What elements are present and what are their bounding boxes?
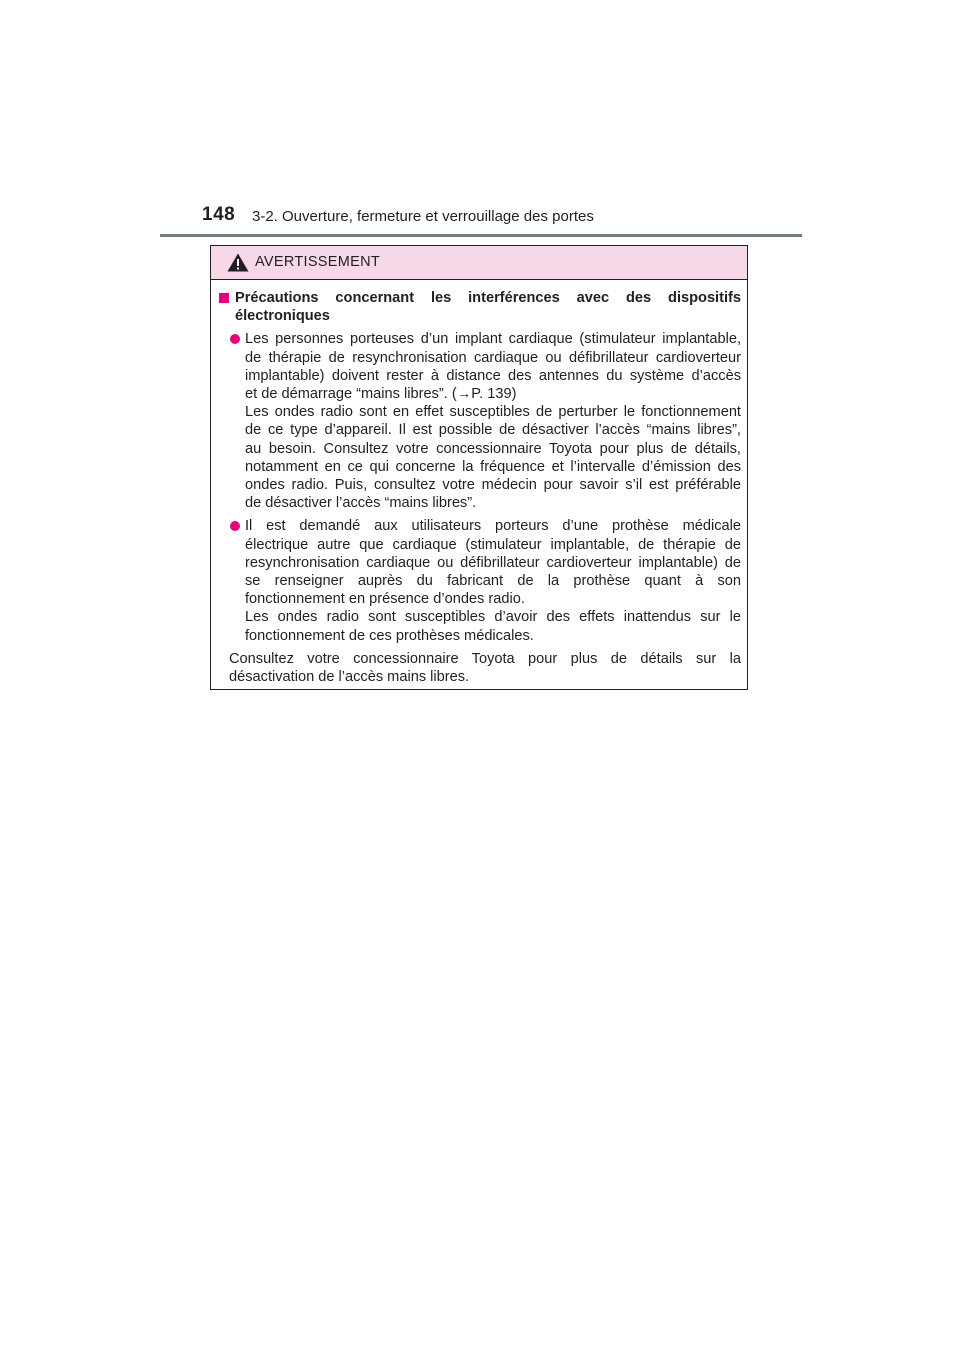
warning-box: [210, 245, 748, 690]
list-item: [218, 517, 741, 644]
paragraph-line: Il est demandé aux utilisateurs porteurs d’une prothèse médicale: [245, 518, 741, 535]
warning-triangle-icon: [227, 253, 249, 272]
page-number: 148: [202, 204, 236, 225]
paragraph-line: fonctionnement de ces prothèses médicales.: [245, 627, 534, 644]
paragraph-line: implantable) doivent rester à distance des antennes du système d’accès: [245, 367, 741, 384]
paragraph-line: fonctionnement en présence d’ondes radio.: [245, 591, 525, 608]
paragraph-line: de ce type d’appareil. Il est possible de désactiver l’accès “mains libres”,: [245, 422, 741, 439]
paragraph-line: et de démarrage “mains libres”. (→P. 139): [245, 386, 517, 403]
paragraph-line: Les ondes radio sont en effet susceptibles de perturber le fonctionnement: [245, 404, 741, 421]
paragraph-line: électrique autre que cardiaque (stimulateur implantable, de thérapie de: [245, 536, 741, 553]
paragraph-line: Les personnes porteuses d’un implant cardiaque (stimulateur implantable,: [245, 331, 741, 348]
paragraph-line: désactivation de l’accès mains libres.: [229, 669, 470, 686]
page-header: [160, 204, 802, 237]
warning-body: [211, 280, 747, 686]
paragraph-line: de thérapie de resynchronisation cardiaque ou défibrillateur cardioverteur: [245, 349, 741, 366]
closing-paragraph: [218, 650, 741, 686]
warning-section-title: [218, 289, 741, 325]
paragraph-line: Consultez votre concessionnaire Toyota pour plus de détails sur la: [229, 650, 741, 667]
round-bullet-icon: [230, 334, 240, 344]
round-bullet-icon: [230, 521, 240, 531]
paragraph-line: resynchronisation cardiaque ou défibrillateur cardioverteur implantable) de: [245, 554, 741, 571]
paragraph-line: notamment en ce qui concerne la fréquence et l’intervalle d’émission des: [245, 458, 741, 475]
section-title-line: Précautions concernant les interférences avec des dispositifs: [235, 290, 741, 306]
paragraph-line: de désactiver l’accès “mains libres”.: [245, 495, 477, 512]
warning-header: [211, 246, 747, 280]
section-title-line: électroniques: [235, 308, 330, 325]
paragraph-line: se renseigner auprès du fabricant de la prothèse quant à son: [245, 573, 741, 590]
paragraph-line: ondes radio. Puis, consultez votre médecin pour savoir s’il est préférable: [245, 477, 741, 494]
section-title: 3-2. Ouverture, fermeture et verrouillage des portes: [252, 208, 594, 225]
warning-label: AVERTISSEMENT: [255, 254, 381, 270]
square-bullet-icon: [219, 293, 229, 303]
list-item: [218, 330, 741, 512]
paragraph-line: Les ondes radio sont susceptibles d’avoir des effets inattendus sur le: [245, 609, 741, 626]
paragraph-line: au besoin. Consultez votre concessionnaire Toyota pour plus de détails,: [245, 440, 741, 457]
